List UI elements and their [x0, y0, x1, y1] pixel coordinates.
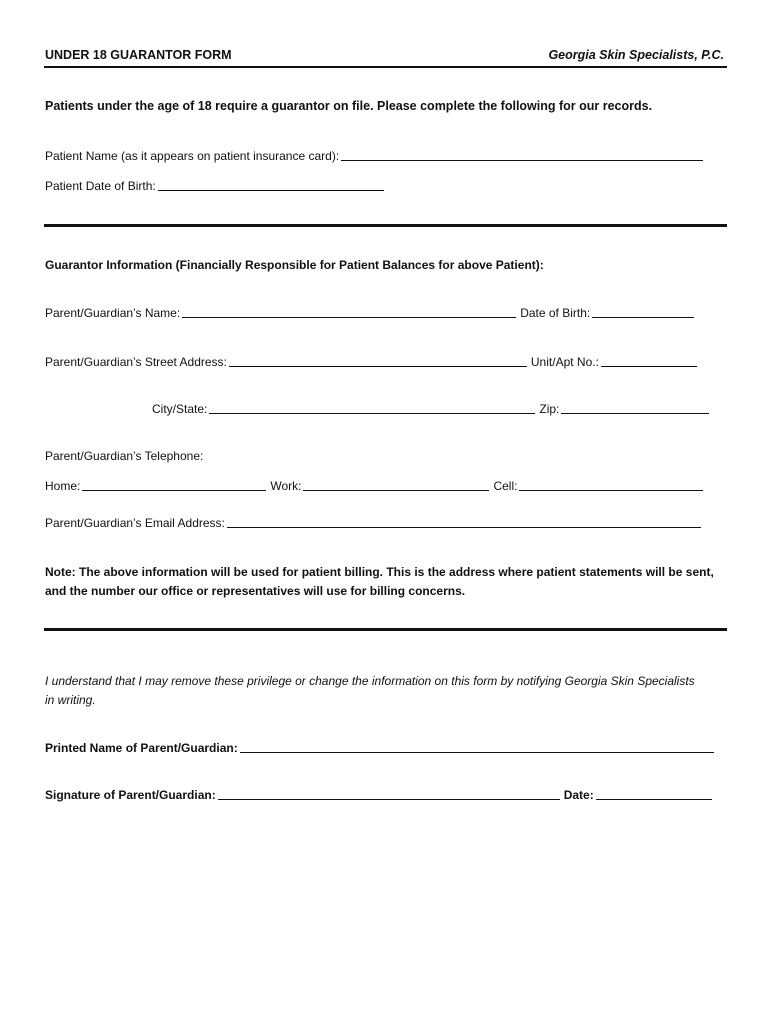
signature-label: Signature of Parent/Guardian: — [45, 788, 216, 802]
billing-note: Note: The above information will be used for patient billing. This is the address where patient statements will be sent, and the number our office or representatives will use for billing concerns. — [45, 565, 714, 598]
unit-field[interactable] — [601, 354, 697, 367]
signature-date-field[interactable] — [596, 787, 712, 800]
home-phone-field[interactable] — [82, 478, 266, 491]
signature-field[interactable] — [218, 787, 560, 800]
practice-name: Georgia Skin Specialists, P.C. — [548, 48, 724, 62]
telephone-label: Parent/Guardian’s Telephone: — [45, 449, 204, 463]
patient-dob-row — [45, 178, 388, 193]
street-address-field[interactable] — [229, 354, 527, 367]
printed-name-field[interactable] — [240, 740, 714, 753]
patient-name-row — [45, 148, 707, 163]
guardian-name-label: Parent/Guardian’s Name: — [45, 306, 181, 320]
patient-name-field[interactable] — [341, 148, 703, 161]
home-phone-label: Home: — [45, 479, 81, 493]
work-phone-field[interactable] — [303, 478, 489, 491]
telephone-heading-row — [45, 449, 203, 463]
email-field[interactable] — [227, 515, 701, 528]
patient-dob-label: Patient Date of Birth: — [45, 179, 156, 193]
cell-phone-label: Cell: — [493, 479, 518, 493]
intro-text: Patients under the age of 18 require a guarantor on file. Please complete the following for our records. — [45, 99, 653, 113]
note-divider — [44, 628, 727, 631]
city-state-label: City/State: — [152, 402, 208, 416]
patient-name-label: Patient Name (as it appears on patient insurance card): — [45, 149, 340, 163]
email-label: Parent/Guardian’s Email Address: — [45, 516, 225, 530]
guarantor-section-title: Guarantor Information (Financially Responsible for Patient Balances for above Patient): — [45, 258, 544, 272]
printed-name-label: Printed Name of Parent/Guardian: — [45, 741, 238, 755]
cell-phone-field[interactable] — [519, 478, 703, 491]
zip-field[interactable] — [561, 401, 709, 414]
street-address-label: Parent/Guardian’s Street Address: — [45, 355, 227, 369]
signature-row — [45, 787, 716, 802]
unit-label: Unit/Apt No.: — [530, 355, 599, 369]
printed-name-row — [45, 740, 718, 755]
work-phone-label: Work: — [270, 479, 302, 493]
guardian-dob-field[interactable] — [592, 305, 694, 318]
section-divider — [44, 224, 727, 227]
guardian-name-field[interactable] — [182, 305, 516, 318]
form-title: UNDER 18 GUARANTOR FORM — [45, 48, 232, 62]
guardian-name-row — [45, 305, 698, 320]
city-state-row — [152, 401, 713, 416]
phone-numbers-row — [45, 478, 707, 493]
email-row — [45, 515, 705, 530]
patient-dob-field[interactable] — [158, 178, 384, 191]
street-address-row — [45, 354, 701, 369]
signature-date-label: Date: — [563, 788, 594, 802]
city-state-field[interactable] — [209, 401, 535, 414]
header-divider — [44, 66, 727, 68]
guardian-dob-label: Date of Birth: — [520, 306, 591, 320]
zip-label: Zip: — [539, 402, 560, 416]
acknowledgement-text: I understand that I may remove these privilege or change the information on this form by notifying Georgia Skin Specialists in writing. — [45, 674, 695, 707]
